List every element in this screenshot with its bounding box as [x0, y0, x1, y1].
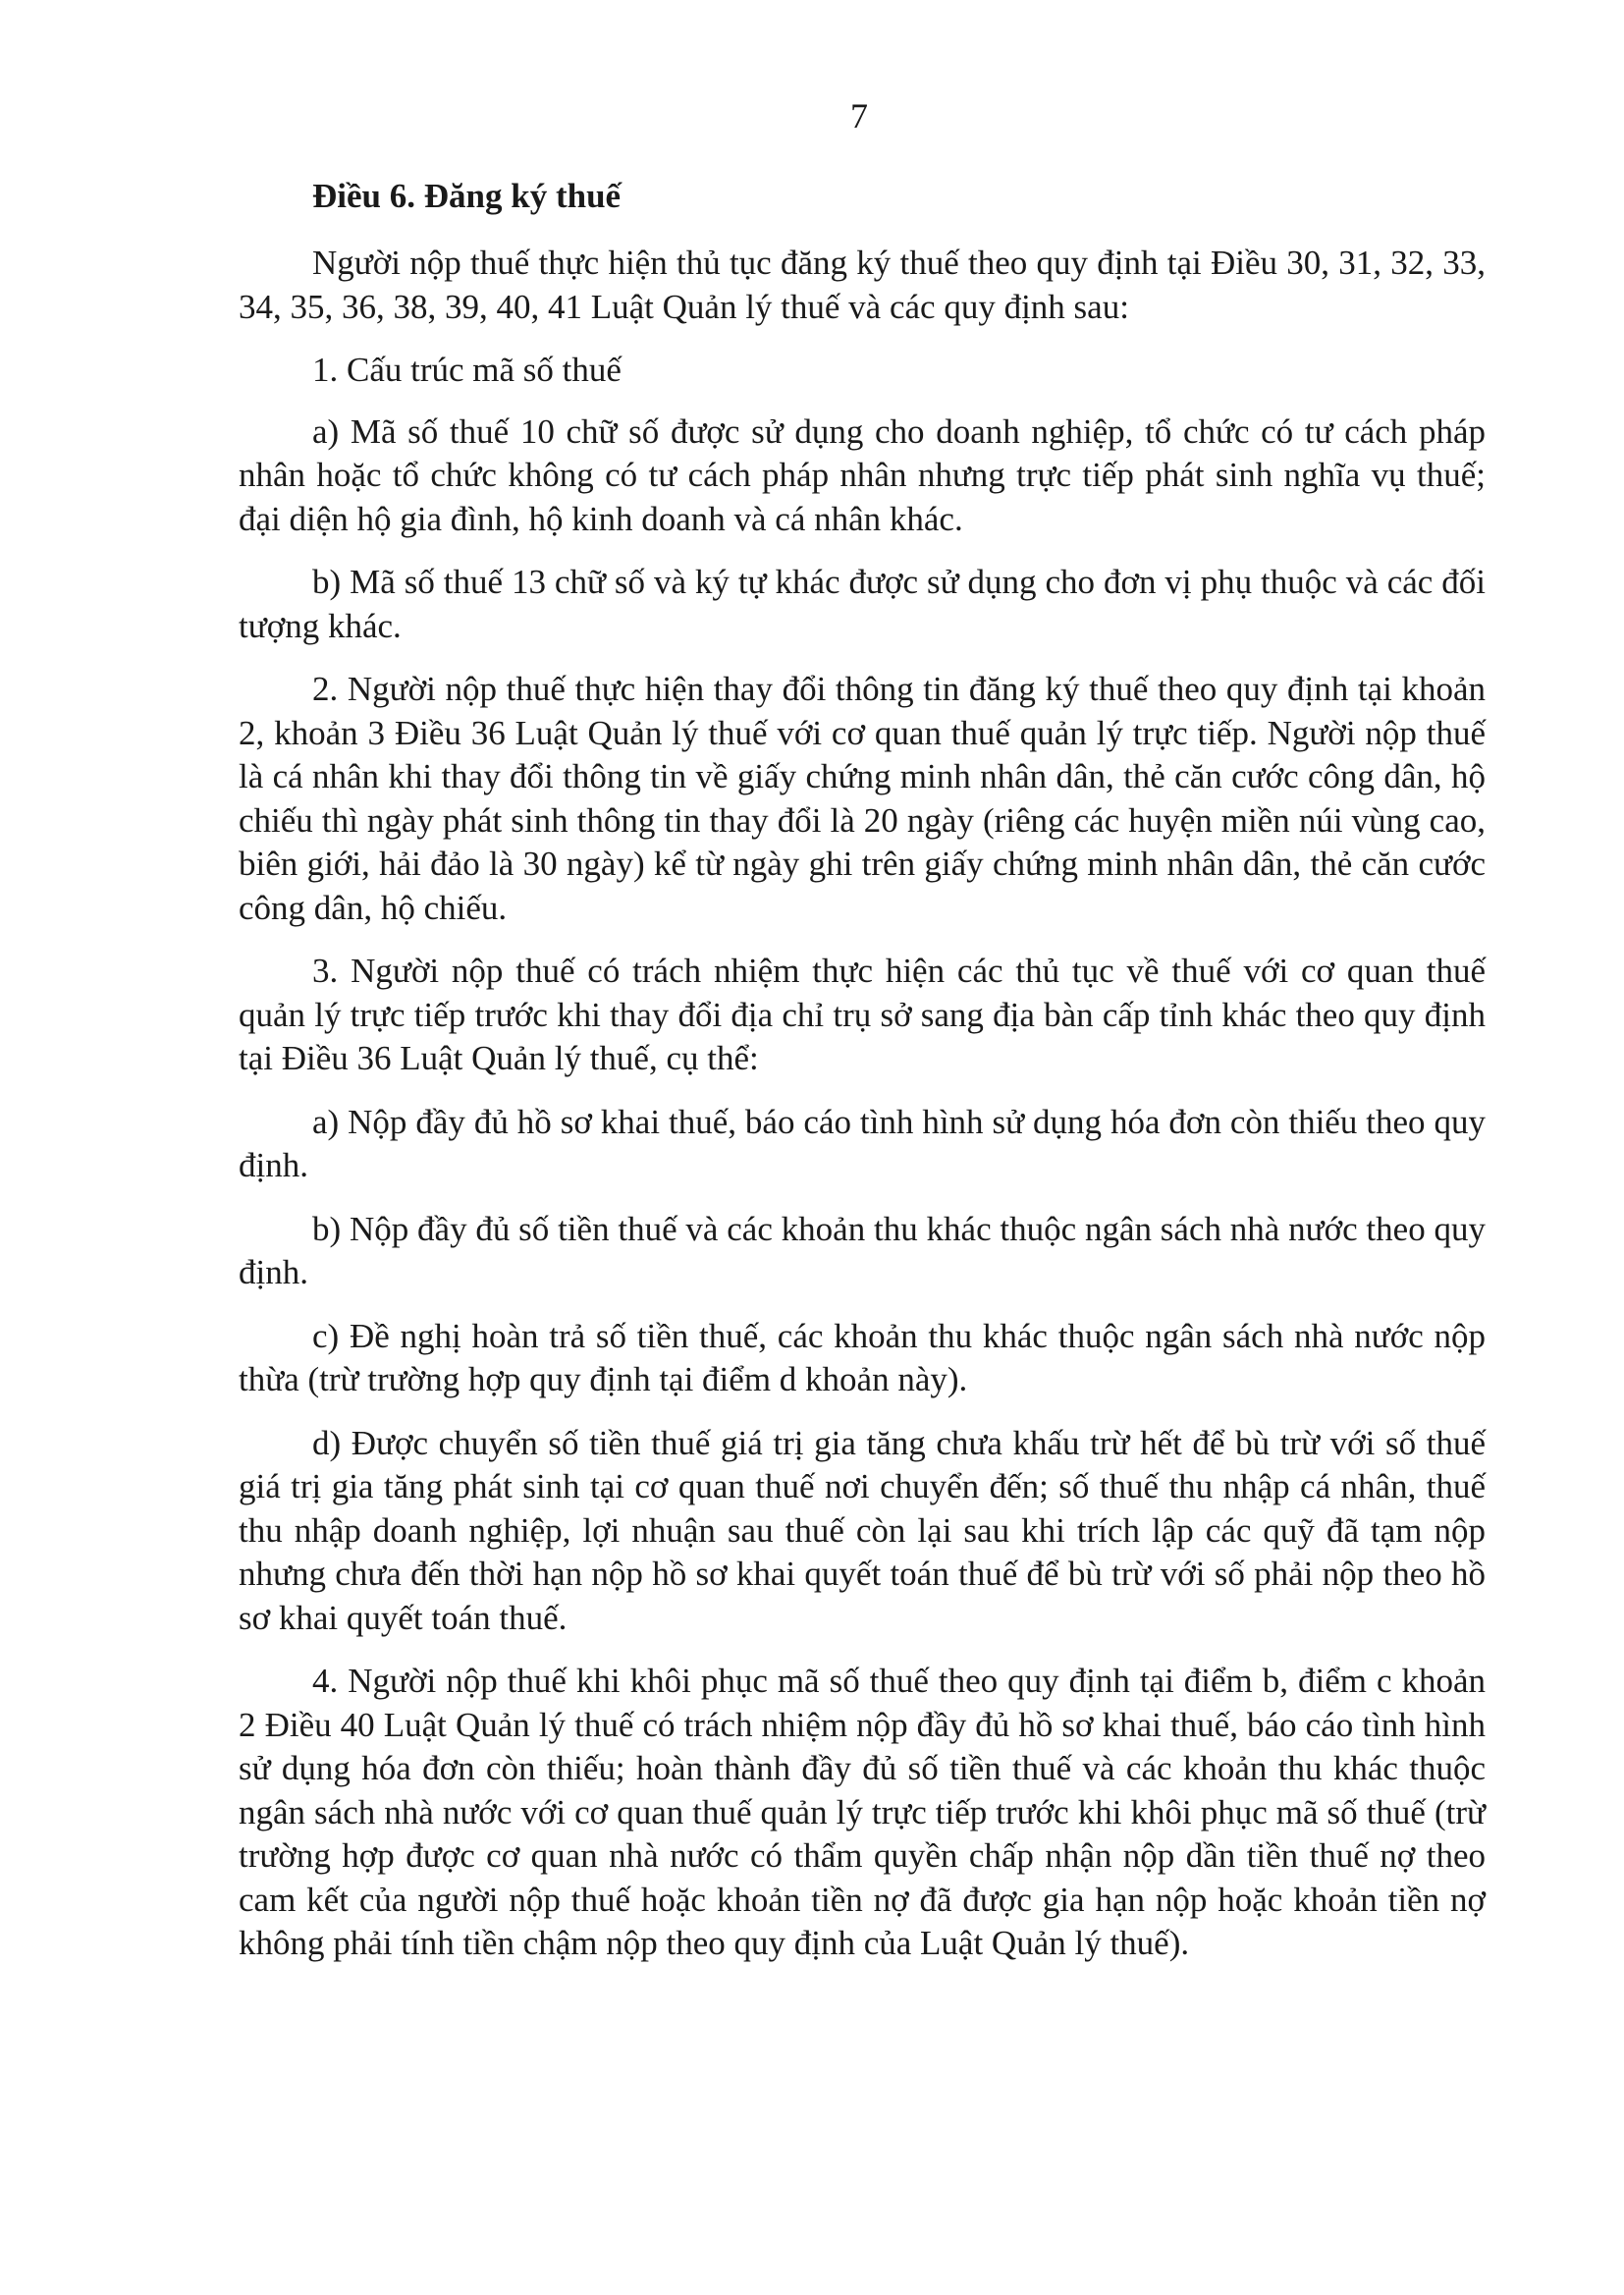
paragraph-intro: Người nộp thuế thực hiện thủ tục đăng ký thuế theo quy định tại Điều 30, 31, 32, 33, 34, 35, 36, 38, 39, 40, 41 Luật Quản lý thuế và các quy định sau: — [239, 244, 1486, 326]
paragraph-3d: d) Được chuyển số tiền thuế giá trị gia tăng chưa khấu trừ hết để bù trừ với số thuế giá trị gia tăng phát sinh tại cơ quan thuế nơi chuyển đến; số thuế thu nhập cá nhân, thuế thu nhập doanh nghiệp, lợi nhuận sau thuế còn lại sau khi trích lập các quỹ đã tạm nộp nhưng chưa đến thời hạn nộp hồ sơ khai quyết toán thuế để bù trừ với số phải nộp theo hồ sơ khai quyết toán thuế. — [239, 1423, 1486, 1637]
paragraph-3a: a) Nộp đầy đủ hồ sơ khai thuế, báo cáo tình hình sử dụng hóa đơn còn thiếu theo quy định. — [239, 1102, 1486, 1184]
paragraph-1-heading: 1. Cấu trúc mã số thuế — [312, 351, 622, 389]
paragraph-4: 4. Người nộp thuế khi khôi phục mã số thuế theo quy định tại điểm b, điểm c khoản 2 Điều 40 Luật Quản lý thuế có trách nhiệm nộp đầy đủ hồ sơ khai thuế, báo cáo tình hình sử dụng hóa đơn còn thiếu; hoàn thành đầy đủ số tiền thuế và các khoản thu khác thuộc ngân sách nhà nước với cơ quan thuế quản lý trực tiếp trước khi khôi phục mã số thuế (trừ trường hợp được cơ quan nhà nước có thẩm quyền chấp nhận nộp dần tiền thuế nợ theo cam kết của người nộp thuế hoặc khoản tiền nợ đã được gia hạn nộp hoặc khoản tiền nợ không phải tính tiền chậm nộp theo quy định của Luật Quản lý thuế). — [239, 1662, 1486, 1962]
paragraph-3: 3. Người nộp thuế có trách nhiệm thực hiện các thủ tục về thuế với cơ quan thuế quản lý trực tiếp trước khi thay đổi địa chỉ trụ sở sang địa bàn cấp tỉnh khác theo quy định tại Điều 36 Luật Quản lý thuế, cụ thể: — [239, 952, 1486, 1077]
page-number: 7 — [850, 96, 868, 136]
paragraph-3c: c) Đề nghị hoàn trả số tiền thuế, các khoản thu khác thuộc ngân sách nhà nước nộp thừa (trừ trường hợp quy định tại điểm d khoản này). — [239, 1316, 1486, 1398]
article-title: Điều 6. Đăng ký thuế — [312, 177, 622, 215]
paragraph-1a: a) Mã số thuế 10 chữ số được sử dụng cho doanh nghiệp, tổ chức có tư cách pháp nhân hoặc tổ chức không có tư cách pháp nhân nhưng trực tiếp phát sinh nghĩa vụ thuế; đại diện hộ gia đình, hộ kinh doanh và cá nhân khác. — [239, 411, 1486, 538]
paragraph-1b: b) Mã số thuế 13 chữ số và ký tự khác được sử dụng cho đơn vị phụ thuộc và các đối tượng khác. — [239, 563, 1486, 645]
article-body — [239, 175, 1486, 1986]
paragraph-3b: b) Nộp đầy đủ số tiền thuế và các khoản thu khác thuộc ngân sách nhà nước theo quy định. — [239, 1209, 1486, 1291]
paragraph-2: 2. Người nộp thuế thực hiện thay đổi thông tin đăng ký thuế theo quy định tại khoản 2, khoản 3 Điều 36 Luật Quản lý thuế với cơ quan thuế quản lý trực tiếp. Người nộp thuế là cá nhân khi thay đổi thông tin về giấy chứng minh nhân dân, thẻ căn cước công dân, hộ chiếu thì ngày phát sinh thông tin thay đổi là 20 ngày (riêng các huyện miền núi vùng cao, biên giới, hải đảo là 30 ngày) kể từ ngày ghi trên giấy chứng minh nhân dân, thẻ căn cước công dân, hộ chiếu. — [239, 670, 1486, 927]
